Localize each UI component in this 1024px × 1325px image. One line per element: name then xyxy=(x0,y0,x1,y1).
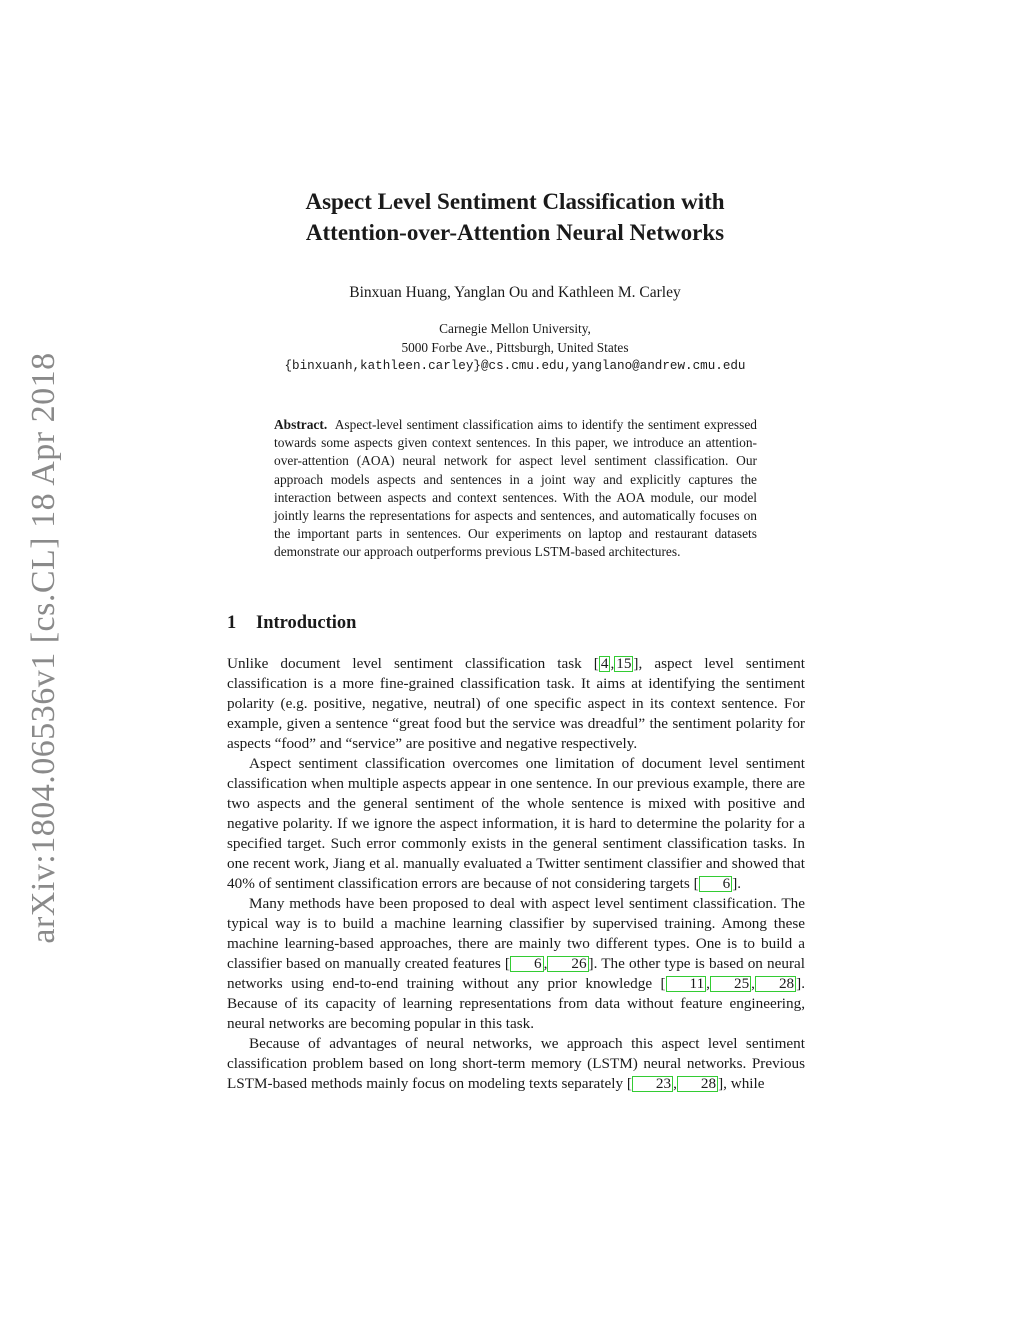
citation-link[interactable]: 4 xyxy=(600,655,609,672)
paragraph-3 xyxy=(227,894,805,1034)
paragraph-2-text-b: ]. xyxy=(732,875,742,892)
citation-link[interactable]: 15 xyxy=(616,655,632,672)
citation-link[interactable]: 25 xyxy=(710,976,751,992)
paragraph-4-text-a: Because of advantages of neural networks, we approach this aspect level sentiment classification problem based on long short-term memory (LSTM) neural networks. Previous LSTM-based methods mainly focus on modeling texts separately [ xyxy=(227,1035,805,1092)
section-heading-introduction xyxy=(227,613,356,634)
paragraph-4-text-b: ], while xyxy=(718,1075,765,1092)
citation-link[interactable]: 28 xyxy=(755,976,796,992)
affiliation-block xyxy=(0,319,1024,376)
author-list: Binxuan Huang, Yanglan Ou and Kathleen M. Carley xyxy=(349,284,681,301)
citation-group: 4 , 15 xyxy=(600,655,632,672)
paper-title xyxy=(0,186,1024,248)
citation-link[interactable]: 28 xyxy=(677,1076,718,1092)
citation-link[interactable]: 6 xyxy=(699,876,733,892)
paragraph-1-text-a: Unlike document level sentiment classification task [ xyxy=(227,655,599,672)
paragraph-1-text-b: ], aspect level sentiment classification is a more fine-grained classification task. It aims at identifying the sentiment polarity (e.g. positive, negative, neutral) of one specific aspect in its context sentence. For example, given a sentence “great food but the service was dreadful” the sentiment polarity for aspects “food” and “service” are positive and negative respectively. xyxy=(227,655,805,752)
affiliation-emails: {binxuanh,kathleen.carley}@cs.cmu.edu,yanglano@andrew.cmu.edu xyxy=(284,359,746,373)
arxiv-sidebar-stamp: arXiv:1804.06536v1 [cs.CL] 18 Apr 2018 xyxy=(25,352,62,944)
paragraph-1 xyxy=(227,654,805,754)
citation-group: 11 , 25 , 28 xyxy=(666,975,797,992)
paragraph-2 xyxy=(227,754,805,894)
citation-link[interactable]: 11 xyxy=(666,976,707,992)
paragraph-3-text-b: ]. The other type is based on neural networks using end-to-end training without any prior knowledge [ xyxy=(227,955,805,992)
citation-group: 6 , 26 xyxy=(510,955,589,972)
abstract-text: Aspect-level sentiment classification aims to identify the sentiment expressed towards some aspects given context sentences. In this paper, we introduce an attention-over-attention (AOA) neural network for aspect level sentiment classification. Our approach models aspects and sentences in a joint way and explicitly captures the interaction between aspects and context sentences. With the AOA module, our model jointly learns the representations for aspects and sentences, and automatically focuses on the important parts in sentences. Our experiments on laptop and restaurant datasets demonstrate our approach outperforms previous LSTM-based architectures. xyxy=(274,417,757,560)
title-line-2: Attention-over-Attention Neural Networks xyxy=(305,220,725,245)
paragraph-3-text-a: Many methods have been proposed to deal with aspect level sentiment classification. The typical way is to build a machine learning classifier by supervised training. Among these machine learning-based approaches, there are mainly two different types. One is to build a classifier based on manually created features [ xyxy=(227,895,805,972)
paragraph-2-text-a: Aspect sentiment classification overcomes one limitation of document level sentiment classification when multiple aspects appear in one sentence. In our previous example, there are two aspects and the general sentiment of the whole sentence is mixed with positive and negative polarity. If we ignore the aspect information, it is hard to determine the polarity for a specified target. Such error commonly exists in the general sentiment classification tasks. In one recent work, Jiang et al. manually evaluated a Twitter sentiment classifier and showed that 40% of sentiment classification errors are because of not considering targets [ xyxy=(227,755,805,892)
title-line-1: Aspect Level Sentiment Classification with xyxy=(305,189,725,214)
paragraph-3-text-c: ]. Because of its capacity of learning representations from data without feature engineering, neural networks are becoming popular in this task. xyxy=(227,975,805,1032)
affiliation-institution: Carnegie Mellon University, xyxy=(439,321,591,336)
citation-link[interactable]: 26 xyxy=(547,956,588,972)
paragraph-4 xyxy=(227,1034,805,1094)
abstract xyxy=(274,416,757,562)
citation-group: 23 , 28 xyxy=(632,1075,718,1092)
introduction-body xyxy=(227,654,805,1094)
section-number: 1 xyxy=(227,613,237,633)
citation-link[interactable]: 6 xyxy=(510,956,544,972)
abstract-label: Abstract. xyxy=(274,417,328,432)
affiliation-address: 5000 Forbe Ave., Pittsburgh, United States xyxy=(401,340,629,355)
citation-link[interactable]: 23 xyxy=(632,1076,673,1092)
section-title: Introduction xyxy=(256,613,357,633)
